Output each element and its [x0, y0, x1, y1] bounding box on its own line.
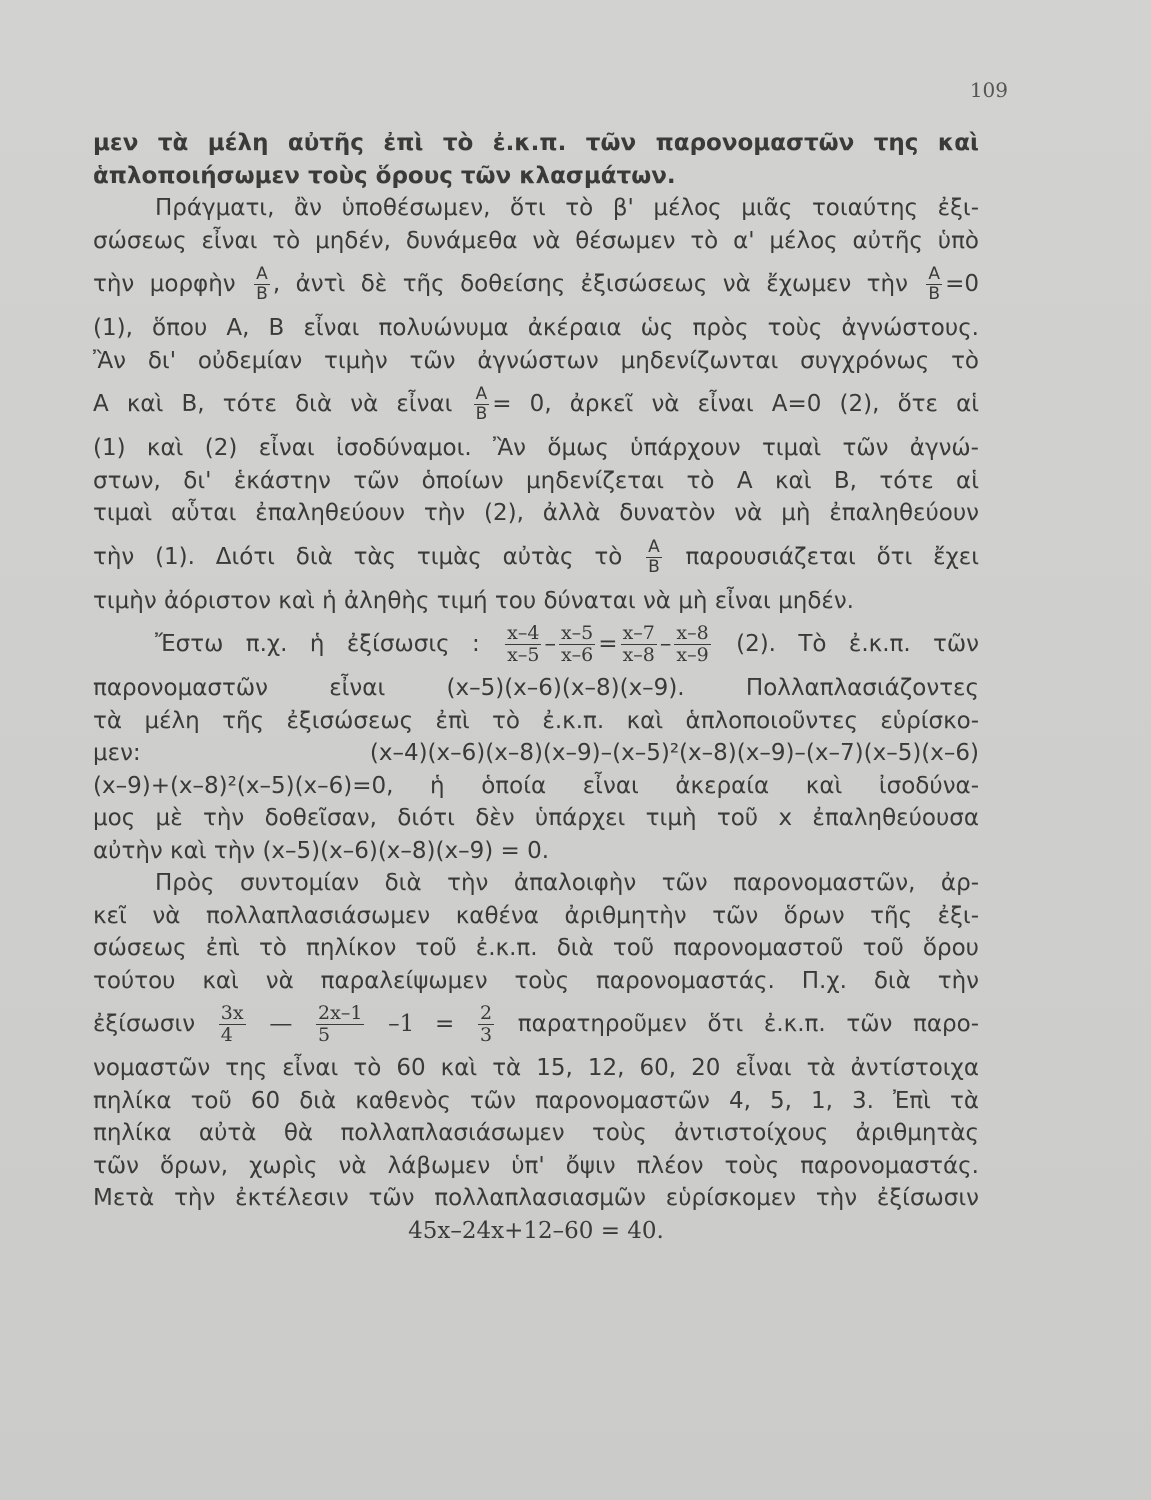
text-segment: Α καὶ Β, τότε διὰ νὰ εἶναι	[93, 391, 453, 417]
denominator: B	[928, 284, 941, 304]
fraction-a-over-b	[254, 265, 270, 304]
equation-fraction	[478, 1003, 494, 1046]
equation-fraction	[674, 623, 710, 666]
text-segment: τὴν (1). Διότι διὰ τὰς τιμὰς αὐτὰς τὸ	[93, 543, 623, 570]
fraction-a-over-b	[646, 538, 662, 577]
text-segment: , ἀντὶ δὲ τῆς δοθείσης ἐξισώσεως νὰ ἔχωμεν τὴν	[272, 271, 908, 297]
text-line: τιμαὶ αὗται ἐπαληθεύουν τὴν (2), ἀλλὰ δυνατὸν νὰ μὴ ἐπαληθεύουν	[93, 500, 979, 526]
equation-fraction	[621, 623, 657, 666]
operator: =	[598, 631, 618, 657]
text-line: Μετὰ τὴν ἐκτέλεσιν τῶν πολλαπλασιασμῶν εὑρίσκομεν τὴν ἐξίσωσιν	[93, 1185, 979, 1211]
text-line-with-fraction	[93, 530, 979, 585]
text-segment: τὴν μορφὴν	[93, 271, 236, 297]
equation-fraction	[219, 1003, 246, 1046]
fraction-a-over-b	[474, 385, 490, 424]
text-line: παρονομαστῶν εἶναι (x–5)(x–6)(x–8)(x–9). Πολλαπλασιάζοντες	[93, 675, 979, 701]
text-line: μεν τὰ μέλη αὐτῆς ἐπὶ τὸ ἐ.κ.π. τῶν παρονομαστῶν της καὶ	[93, 130, 979, 156]
text-segment: Ἔστω π.χ. ἡ ἐξίσωσις :	[155, 631, 480, 657]
equation-line	[93, 617, 979, 672]
operator: –1 =	[388, 1011, 455, 1037]
text-line: Ἂν δι' οὐδεμίαν τιμὴν τῶν ἀγνώστων μηδενίζωνται συγχρόνως τὸ	[93, 347, 979, 374]
numerator: A	[646, 538, 662, 558]
denominator: 5	[318, 1024, 331, 1046]
numerator: x–5	[560, 622, 594, 644]
text-line: (1) καὶ (2) εἶναι ἰσοδύναμοι. Ἂν ὅμως ὑπάρχουν τιμαὶ τῶν ἀγνώ-	[93, 435, 979, 461]
text-segment: = 0, ἀρκεῖ νὰ εἶναι Α=0 (2), ὅτε αἱ	[492, 391, 979, 417]
text-segment: παρατηροῦμεν ὅτι ἐ.κ.π. τῶν παρο-	[517, 1011, 979, 1037]
denominator: B	[256, 284, 268, 304]
text-line: μος μὲ τὴν δοθεῖσαν, διότι δὲν ὑπάρχει τιμὴ τοῦ x ἐπαληθεύουσα	[93, 805, 979, 831]
text-line: τῶν ὅρων, χωρὶς νὰ λάβωμεν ὑπ' ὄψιν πλέον τοὺς παρονομαστάς.	[93, 1152, 979, 1179]
text-line: αὐτὴν καὶ τὴν (x–5)(x–6)(x–8)(x–9) = 0.	[93, 837, 550, 864]
numerator: A	[254, 265, 270, 285]
page-number: 109	[969, 78, 1008, 102]
denominator: B	[475, 404, 488, 424]
text-segment: (2). Τὸ ἐ.κ.π. τῶν	[736, 631, 979, 657]
final-equation: 45x–24x+12–60 = 40.	[408, 1217, 664, 1244]
text-line-with-fraction	[93, 377, 979, 432]
text-line: Πράγματι, ἂν ὑποθέσωμεν, ὅτι τὸ β' μέλος μιᾶς τοιαύτης ἐξι-	[155, 195, 979, 221]
text-line: (1), ὅπου Α, Β εἶναι πολυώνυμα ἀκέραια ὡς πρὸς τοὺς ἀγνώστους.	[93, 315, 979, 341]
text-line: νομαστῶν της εἶναι τὸ 60 καὶ τὰ 15, 12, 60, 20 εἶναι τὰ ἀντίστοιχα	[93, 1055, 979, 1081]
numerator: A	[474, 385, 490, 405]
denominator: x–6	[560, 644, 594, 666]
denominator: B	[648, 556, 660, 577]
text-segment: παρουσιάζεται ὅτι ἔχει	[685, 543, 979, 570]
denominator: x–5	[507, 644, 540, 666]
text-line: πηλίκα τοῦ 60 διὰ καθενὸς τῶν παρονομαστῶν 4, 5, 1, 3. Ἐπὶ τὰ	[93, 1087, 979, 1114]
denominator: x–9	[676, 644, 709, 666]
equation-fraction	[505, 623, 541, 666]
text-line: στων, δι' ἑκάστην τῶν ὁποίων μηδενίζεται τὸ Α καὶ Β, τότε αἱ	[93, 467, 979, 494]
numerator: x–7	[622, 622, 655, 644]
text-line: τιμὴν ἀόριστον καὶ ἡ ἀληθὴς τιμή του δύναται νὰ μὴ εἶναι μηδέν.	[93, 587, 854, 614]
equation-fraction	[316, 1003, 364, 1046]
fraction-a-over-b	[926, 265, 942, 304]
numerator: 3x	[220, 1002, 244, 1024]
equation-fraction	[559, 623, 595, 666]
text-segment: ἐξίσωσιν	[93, 1011, 196, 1037]
denominator: 3	[479, 1024, 493, 1046]
body-text	[93, 127, 979, 1247]
text-line: τὰ μέλη τῆς ἐξισώσεως ἐπὶ τὸ ἐ.κ.π. καὶ ἁπλοποιοῦντες εὑρίσκο-	[93, 707, 979, 734]
operator: —	[269, 1011, 293, 1037]
denominator: x–8	[622, 644, 655, 666]
text-line: κεῖ νὰ πολλαπλασιάσωμεν καθένα ἀριθμητὴν τῶν ὅρων τῆς ἐξι-	[93, 902, 979, 929]
text-segment: =0	[945, 271, 979, 297]
operator: –	[659, 631, 672, 657]
equation-line	[93, 997, 979, 1052]
text-line: Πρὸς συντομίαν διὰ τὴν ἀπαλοιφὴν τῶν παρονομαστῶν, ἀρ-	[155, 870, 979, 896]
text-line: τούτου καὶ νὰ παραλείψωμεν τοὺς παρονομαστάς. Π.χ. διὰ τὴν	[93, 967, 979, 994]
text-line: (x–9)+(x–8)²(x–5)(x–6)=0, ἡ ὁποία εἶναι ἀκεραία καὶ ἰσοδύνα-	[93, 772, 979, 799]
numerator: 2	[479, 1002, 493, 1024]
numerator: A	[926, 265, 942, 285]
numerator: x–8	[676, 622, 709, 644]
denominator: 4	[220, 1024, 233, 1046]
numerator: x–4	[507, 622, 540, 644]
text-line: πηλίκα αὐτὰ θὰ πολλαπλασιάσωμεν τοὺς ἀντιστοίχους ἀριθμητὰς	[93, 1120, 979, 1146]
text-line: σώσεως εἶναι τὸ μηδέν, δυνάμεθα νὰ θέσωμεν τὸ α' μέλος αὐτῆς ὑπὸ	[93, 227, 979, 254]
text-line: ἁπλοποιήσωμεν τοὺς ὅρους τῶν κλασμάτων.	[93, 162, 676, 189]
text-line: σώσεως ἐπὶ τὸ πηλίκον τοῦ ἐ.κ.π. διὰ τοῦ παρονομαστοῦ τοῦ ὅρου	[93, 935, 979, 961]
text-line-with-fraction	[93, 257, 979, 312]
text-line: μεν: (x–4)(x–6)(x–8)(x–9)–(x–5)²(x–8)(x–9)–(x–7)(x–5)(x–6)	[93, 740, 979, 766]
operator: –	[544, 631, 556, 657]
numerator: 2x–1	[318, 1002, 363, 1024]
